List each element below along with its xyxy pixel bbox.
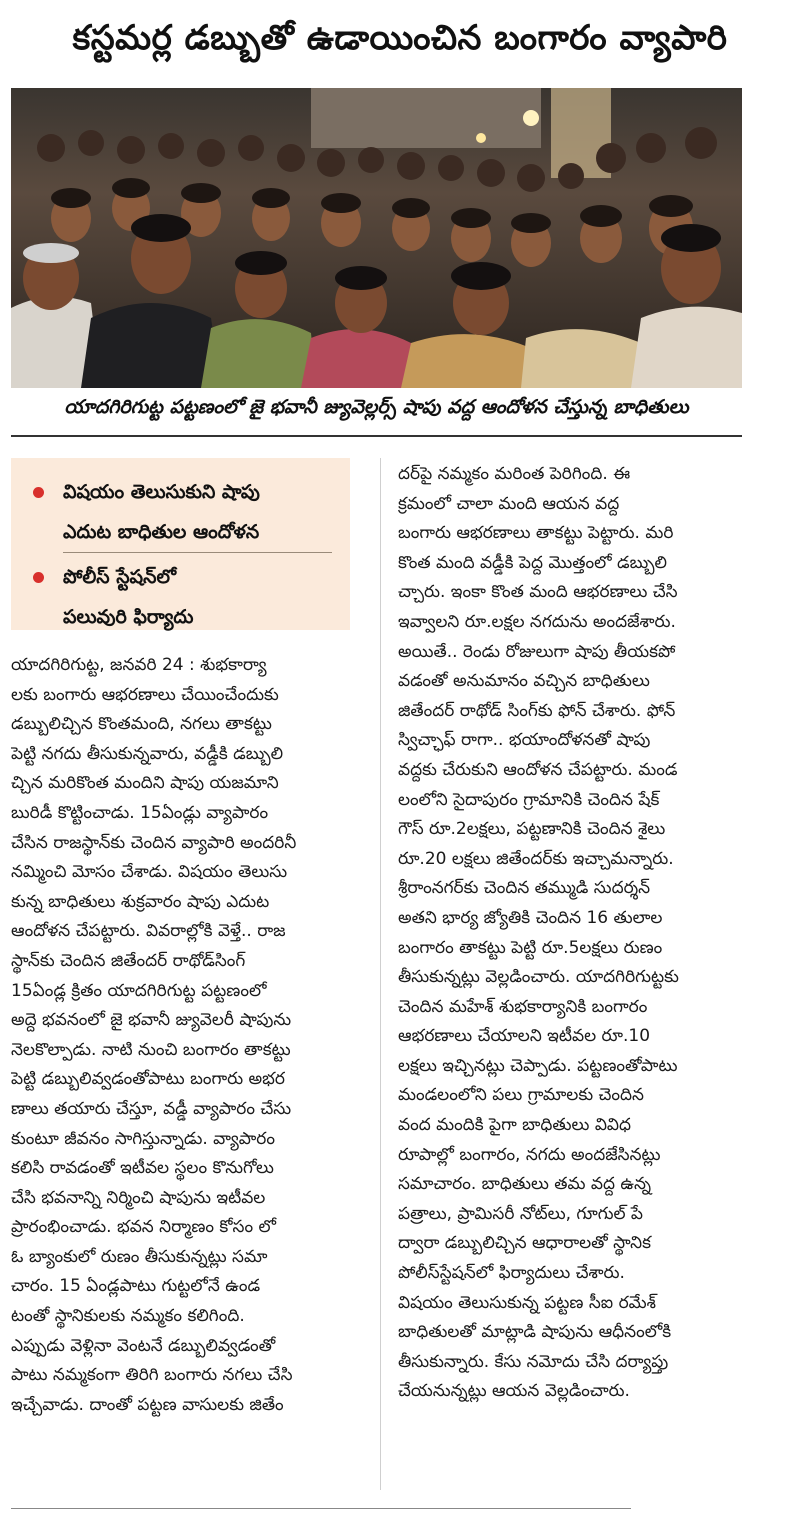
body-text-line: ఎప్పుడు వెళ్లినా వెంటనే డబ్బులివ్వడంతో — [11, 1335, 276, 1356]
body-text-line: లక్షలు ఇచ్చినట్లు చెప్పాడు. పట్టణంతోపాటు — [398, 1055, 678, 1076]
highlight-text: పలువురి ఫిర్యాదు — [63, 606, 194, 628]
highlight-divider — [63, 552, 332, 553]
body-text-line: నమ్మించి మోసం చేశాడు. విషయం తెలుసు — [11, 862, 288, 883]
body-text-line: ఇవ్వాలని రూ.లక్షల నగదును అందజేశారు. — [398, 611, 676, 632]
body-text-line: తీసుకున్నట్లు వెల్లడించారు. యాదగిరిగుట్టకు — [398, 967, 679, 988]
highlight-text: పోలీస్ స్టేషన్‌లో — [63, 566, 176, 588]
body-text-line: నెలకొల్పాడు. నాటి నుంచి బంగారం తాకట్టు — [11, 1039, 291, 1060]
body-text-line: లంలోని సైదాపురం గ్రామానికి చెందిన షేక్ — [398, 789, 660, 810]
body-text-line: వద్దకు చేరుకుని ఆందోళన చేపట్టారు. మండ — [398, 759, 678, 780]
body-text-line: కలిసి రావడంతో ఇటీవల స్థలం కొనుగోలు — [11, 1158, 274, 1179]
body-text-line: కుంటూ జీవనం సాగిస్తున్నాడు. వ్యాపారం — [11, 1128, 275, 1149]
body-text-line: వడంతో అనుమానం వచ్చిన బాధితులు — [398, 671, 650, 692]
caption-underline — [11, 435, 742, 437]
body-text-line: రూపాల్లో బంగారం, నగదు అందజేసినట్లు — [398, 1144, 661, 1165]
body-text-line: దర్‌పై నమ్మకం మరింత పెరిగింది. ఈ — [398, 464, 631, 484]
body-text-line: రూ.20 లక్షలు జితేందర్‌కు ఇచ్చామన్నారు. — [398, 848, 674, 869]
body-text-line: చేయనున్నట్లు ఆయన వెల్లడించారు. — [398, 1381, 630, 1402]
body-text-line: అద్దె భవనంలో జై భవానీ జ్యువెలరీ షాపును — [11, 1010, 292, 1031]
bullet-icon — [33, 572, 44, 583]
body-text-line: ప్రారంభించాడు. భవన నిర్మాణం కోసం లో — [11, 1217, 276, 1238]
highlight-item-continuation — [33, 512, 332, 552]
body-text-line: క్రమంలో చాలా మంది ఆయన వద్ద — [398, 493, 620, 514]
body-text-line: చ్చారు. ఇంకా కొంత మంది ఆభరణాలు చేసి — [398, 582, 678, 603]
body-text-line: ఆందోళన చేపట్టారు. వివరాల్లోకి వెళ్తే.. రాజ — [11, 921, 286, 942]
body-text-line: గౌస్ రూ.2లక్షలు, పట్టణానికి చెందిన శైలు — [398, 819, 666, 840]
highlight-text: ఎదుట బాధితుల ఆందోళన — [63, 521, 260, 543]
body-text-line: ఇచ్చేవాడు. దాంతో పట్టణ వాసులకు జితేం — [11, 1394, 284, 1415]
highlight-item — [33, 472, 332, 512]
body-text-line: చెందిన మహేశ్ శుభకార్యానికి బంగారం — [398, 996, 648, 1017]
body-text-line: పెట్టి నగదు తీసుకున్నవారు, వడ్డీకి డబ్బులి — [11, 743, 284, 764]
article-headline: కస్టమర్ల డబ్బుతో ఉడాయించిన బంగారం వ్యాపారి — [72, 18, 728, 58]
body-text-line: పత్రాలు, ప్రామిసరీ నోట్‌లు, గూగుల్ పే — [398, 1203, 644, 1224]
body-text-line: చేసిన రాజస్థాన్‌కు చెందిన వ్యాపారి అందరినీ — [11, 832, 297, 853]
body-text-line: డబ్బులిచ్చిన కొంతమంది, నగలు తాకట్టు — [11, 714, 272, 735]
highlights-box — [11, 458, 350, 630]
body-text-line: బురిడీ కొట్టించాడు. 15ఏండ్లు వ్యాపారం — [11, 802, 269, 823]
body-text-line: తీసుకున్నారు. కేసు నమోదు చేసి దర్యాప్తు — [398, 1351, 669, 1372]
body-text-line: కున్న బాధితులు శుక్రవారం షాపు ఎదుట — [11, 891, 270, 912]
body-text-line: చారం. 15 ఏండ్లపాటు గుట్టలోనే ఉండ — [11, 1276, 261, 1297]
body-text-line: సమాచారం. బాధితులు తమ వద్ద ఉన్న — [398, 1174, 651, 1195]
body-text-line: చ్చిన మరికొంత మందిని షాపు యజమాని — [11, 773, 279, 794]
body-text-line: అతని భార్య జ్యోతికి చెందిన 16 తులాల — [398, 907, 663, 928]
body-text-line: ణాలు తయారు చేస్తూ, వడ్డీ వ్యాపారం చేసు — [11, 1098, 292, 1119]
bottom-rule — [11, 1508, 631, 1509]
article-body-right-column — [398, 460, 743, 1407]
article-body-left-column — [11, 651, 361, 1420]
column-separator — [380, 458, 381, 1490]
body-text-line: బాధితులతో మాట్లాడి షాపును ఆధీనంలోకి — [398, 1322, 672, 1343]
body-text-line: కొంత మంది వడ్డీకి పెద్ద మొత్తంలో డబ్బులి — [398, 552, 667, 573]
body-text-line: టంతో స్థానికులకు నమ్మకం కలిగింది. — [11, 1306, 245, 1327]
body-text-line: పెట్టి డబ్బులివ్వడంతోపాటు బంగారు అభర — [11, 1069, 285, 1090]
body-text-line: బంగారు ఆభరణాలు తాకట్టు పెట్టారు. మరి — [398, 523, 674, 544]
body-text-line: పాటు నమ్మకంగా తిరిగి బంగారు నగలు చేసి — [11, 1365, 293, 1386]
body-text-line: విషయం తెలుసుకున్న పట్టణ సీఐ రమేశ్ — [398, 1292, 656, 1313]
body-text-line: అయితే.. రెండు రోజులుగా షాపు తీయకపో — [398, 641, 676, 662]
body-text-line: ద్వారా డబ్బులిచ్చిన ఆధారాలతో స్థానిక — [398, 1233, 651, 1254]
body-text-line: బంగారం తాకట్టు పెట్టి రూ.5లక్షలు రుణం — [398, 937, 663, 958]
body-text-line: స్విచ్ఛాఫ్ రాగా.. భయాందోళనతో షాపు — [398, 730, 651, 751]
body-text-line: చేసి భవనాన్ని నిర్మించి షాపును ఇటీవల — [11, 1187, 266, 1208]
highlight-item — [33, 557, 332, 597]
body-text-line: ఆభరణాలు చేయాలని ఇటీవల రూ.10 — [398, 1026, 651, 1047]
body-text-line: లకు బంగారు ఆభరణాలు చేయించేందుకు — [11, 684, 279, 705]
highlight-item-continuation — [33, 597, 332, 637]
body-text-line: ఓ బ్యాంకులో రుణం తీసుకున్నట్లు సమా — [11, 1246, 268, 1267]
body-text-line: 15ఏండ్ల క్రితం యాదగిరిగుట్ట పట్టణంలో — [11, 980, 267, 1001]
body-text-line: మండలంలోని పలు గ్రామాలకు చెందిన — [398, 1085, 644, 1106]
news-photo-crowd — [11, 88, 742, 388]
photo-caption: యాదగిరిగుట్ట పట్టణంలో జై భవానీ జ్యువెల్లర్స్ షాపు వద్ద ఆందోళన చేస్తున్న బాధితులు — [64, 396, 689, 418]
body-text-line: వంద మందికి పైగా బాధితులు వివిధ — [398, 1115, 631, 1136]
highlight-text: విషయం తెలుసుకుని షాపు — [63, 481, 260, 503]
bullet-icon — [33, 487, 44, 498]
body-text-line: శ్రీరాంనగర్‌కు చెందిన తమ్ముడి సుదర్శన్ — [398, 878, 651, 899]
body-text-line: పోలీస్‌స్టేషన్‌లో ఫిర్యాదులు చేశారు. — [398, 1263, 625, 1284]
body-text-line: స్థాన్‌కు చెందిన జితేందర్ రాథోడ్‌సింగ్ — [11, 950, 246, 971]
body-text-line: యాదగిరిగుట్ట, జనవరి 24 : శుభకార్యా — [11, 655, 267, 675]
body-text-line: జితేందర్ రాథోడ్ సింగ్‌కు ఫోన్ చేశారు. ఫోన్ — [398, 700, 676, 721]
